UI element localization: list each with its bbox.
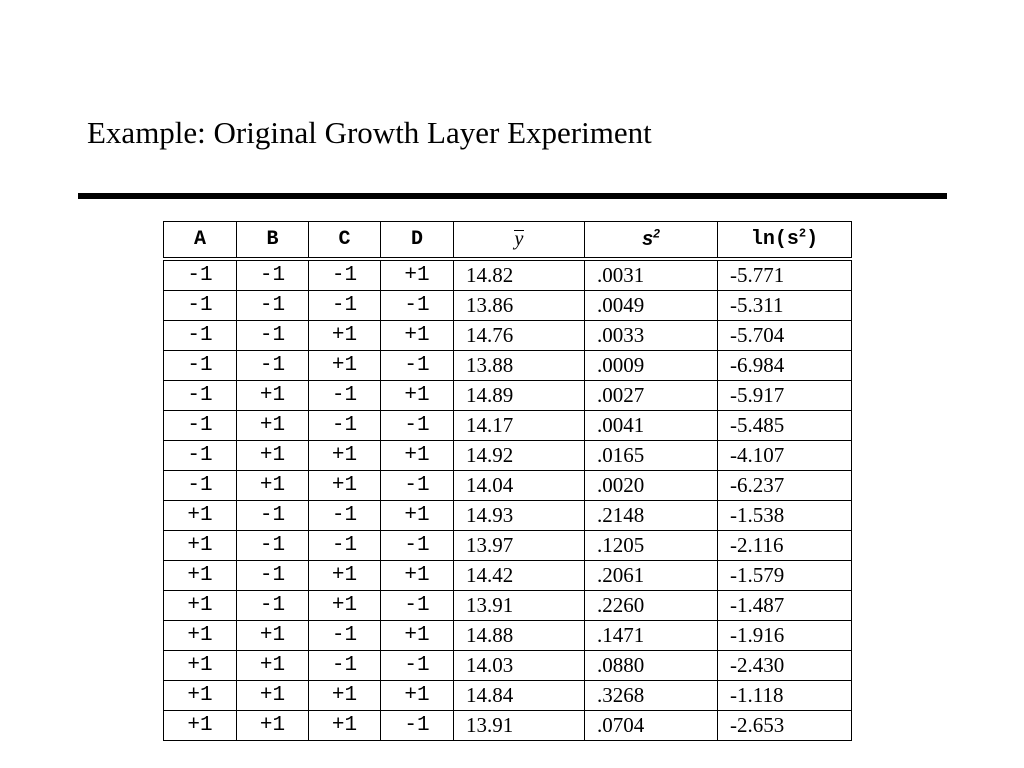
table-body [164,259,852,741]
header-factor-a: A [164,222,237,260]
cell-factor-d: -1 [381,291,454,321]
cell-mean-y: 14.03 [454,651,585,681]
cell-log-variance: -1.916 [718,621,852,651]
table-row [164,381,852,411]
cell-mean-y: 13.91 [454,711,585,741]
cell-factor-b: +1 [237,711,309,741]
cell-mean-y: 14.76 [454,321,585,351]
data-table [163,221,852,741]
cell-factor-c: -1 [309,291,381,321]
cell-factor-a: -1 [164,291,237,321]
cell-mean-y: 13.88 [454,351,585,381]
table-row [164,501,852,531]
cell-factor-c: +1 [309,471,381,501]
cell-factor-b: -1 [237,501,309,531]
cell-factor-c: +1 [309,591,381,621]
cell-variance: .0049 [585,291,718,321]
header-log-variance [718,222,852,260]
cell-factor-d: -1 [381,351,454,381]
cell-log-variance: -5.485 [718,411,852,441]
cell-factor-c: -1 [309,531,381,561]
cell-factor-d: +1 [381,381,454,411]
cell-variance: .0704 [585,711,718,741]
cell-log-variance: -2.430 [718,651,852,681]
header-mean-y [454,222,585,260]
header-log-variance-close: ) [806,228,819,251]
table-header [164,222,852,260]
cell-variance: .1471 [585,621,718,651]
header-log-variance-base: ln(s [750,228,799,251]
cell-log-variance: -2.116 [718,531,852,561]
cell-factor-d: -1 [381,531,454,561]
table-row [164,711,852,741]
cell-factor-c: +1 [309,681,381,711]
cell-factor-d: +1 [381,561,454,591]
cell-variance: .0031 [585,259,718,291]
cell-factor-c: +1 [309,561,381,591]
header-log-variance-exponent: 2 [798,226,807,241]
cell-log-variance: -5.704 [718,321,852,351]
cell-factor-a: +1 [164,681,237,711]
cell-factor-b: -1 [237,561,309,591]
cell-factor-b: -1 [237,351,309,381]
cell-mean-y: 13.91 [454,591,585,621]
cell-mean-y: 14.42 [454,561,585,591]
cell-log-variance: -5.311 [718,291,852,321]
cell-log-variance: -1.538 [718,501,852,531]
table-row [164,291,852,321]
cell-factor-d: +1 [381,441,454,471]
cell-factor-d: -1 [381,411,454,441]
cell-factor-a: +1 [164,531,237,561]
table-row [164,561,852,591]
cell-mean-y: 13.86 [454,291,585,321]
header-factor-c: C [309,222,381,260]
table-row [164,591,852,621]
cell-factor-b: +1 [237,411,309,441]
cell-log-variance: -5.917 [718,381,852,411]
cell-variance: .3268 [585,681,718,711]
cell-mean-y: 14.93 [454,501,585,531]
cell-factor-d: -1 [381,471,454,501]
cell-factor-a: -1 [164,441,237,471]
cell-mean-y: 13.97 [454,531,585,561]
cell-mean-y: 14.92 [454,441,585,471]
cell-log-variance: -5.771 [718,259,852,291]
cell-factor-d: -1 [381,711,454,741]
cell-mean-y: 14.89 [454,381,585,411]
cell-variance: .0165 [585,441,718,471]
cell-factor-a: +1 [164,711,237,741]
table-row [164,351,852,381]
cell-variance: .0041 [585,411,718,441]
cell-factor-c: -1 [309,381,381,411]
cell-factor-b: -1 [237,531,309,561]
cell-factor-b: +1 [237,441,309,471]
cell-factor-b: -1 [237,321,309,351]
cell-log-variance: -1.487 [718,591,852,621]
header-factor-b: B [237,222,309,260]
table-row [164,259,852,291]
slide-title: Example: Original Growth Layer Experiment [87,115,652,150]
cell-factor-c: -1 [309,259,381,291]
cell-variance: .0027 [585,381,718,411]
cell-mean-y: 14.82 [454,259,585,291]
cell-factor-d: +1 [381,321,454,351]
cell-factor-c: +1 [309,321,381,351]
cell-variance: .2148 [585,501,718,531]
cell-factor-c: -1 [309,621,381,651]
cell-factor-d: -1 [381,651,454,681]
cell-factor-a: +1 [164,621,237,651]
cell-log-variance: -6.237 [718,471,852,501]
cell-mean-y: 14.17 [454,411,585,441]
header-variance-base: s [642,228,654,250]
cell-variance: .0020 [585,471,718,501]
cell-factor-c: -1 [309,411,381,441]
cell-factor-b: +1 [237,471,309,501]
table-row [164,651,852,681]
cell-factor-a: -1 [164,411,237,441]
cell-variance: .1205 [585,531,718,561]
table-row [164,441,852,471]
cell-factor-d: +1 [381,259,454,291]
cell-factor-b: -1 [237,259,309,291]
cell-factor-d: +1 [381,681,454,711]
cell-factor-a: +1 [164,651,237,681]
cell-variance: .0033 [585,321,718,351]
table-row [164,621,852,651]
title-divider [78,193,947,199]
header-variance-exponent: 2 [653,226,660,241]
cell-log-variance: -1.579 [718,561,852,591]
cell-log-variance: -6.984 [718,351,852,381]
cell-factor-a: -1 [164,321,237,351]
table-row [164,471,852,501]
cell-variance: .2061 [585,561,718,591]
cell-factor-c: +1 [309,351,381,381]
cell-log-variance: -4.107 [718,441,852,471]
cell-factor-c: +1 [309,441,381,471]
cell-factor-c: -1 [309,651,381,681]
header-mean-y-symbol: y [514,228,524,250]
cell-variance: .0009 [585,351,718,381]
cell-factor-b: -1 [237,291,309,321]
table-row [164,411,852,441]
cell-factor-b: +1 [237,381,309,411]
table-row [164,321,852,351]
cell-factor-a: +1 [164,501,237,531]
table-row [164,681,852,711]
cell-factor-c: +1 [309,711,381,741]
cell-factor-c: -1 [309,501,381,531]
header-variance [585,222,718,260]
cell-factor-a: -1 [164,259,237,291]
cell-log-variance: -1.118 [718,681,852,711]
cell-variance: .2260 [585,591,718,621]
header-row [164,222,852,260]
cell-factor-b: +1 [237,651,309,681]
cell-factor-a: -1 [164,471,237,501]
cell-factor-b: +1 [237,681,309,711]
cell-factor-a: -1 [164,351,237,381]
header-factor-d: D [381,222,454,260]
cell-factor-a: +1 [164,561,237,591]
cell-log-variance: -2.653 [718,711,852,741]
cell-mean-y: 14.88 [454,621,585,651]
cell-factor-a: -1 [164,381,237,411]
cell-factor-d: +1 [381,621,454,651]
cell-mean-y: 14.04 [454,471,585,501]
cell-factor-a: +1 [164,591,237,621]
cell-mean-y: 14.84 [454,681,585,711]
cell-factor-b: +1 [237,621,309,651]
table-row [164,531,852,561]
cell-factor-b: -1 [237,591,309,621]
cell-factor-d: -1 [381,591,454,621]
cell-factor-d: +1 [381,501,454,531]
cell-variance: .0880 [585,651,718,681]
